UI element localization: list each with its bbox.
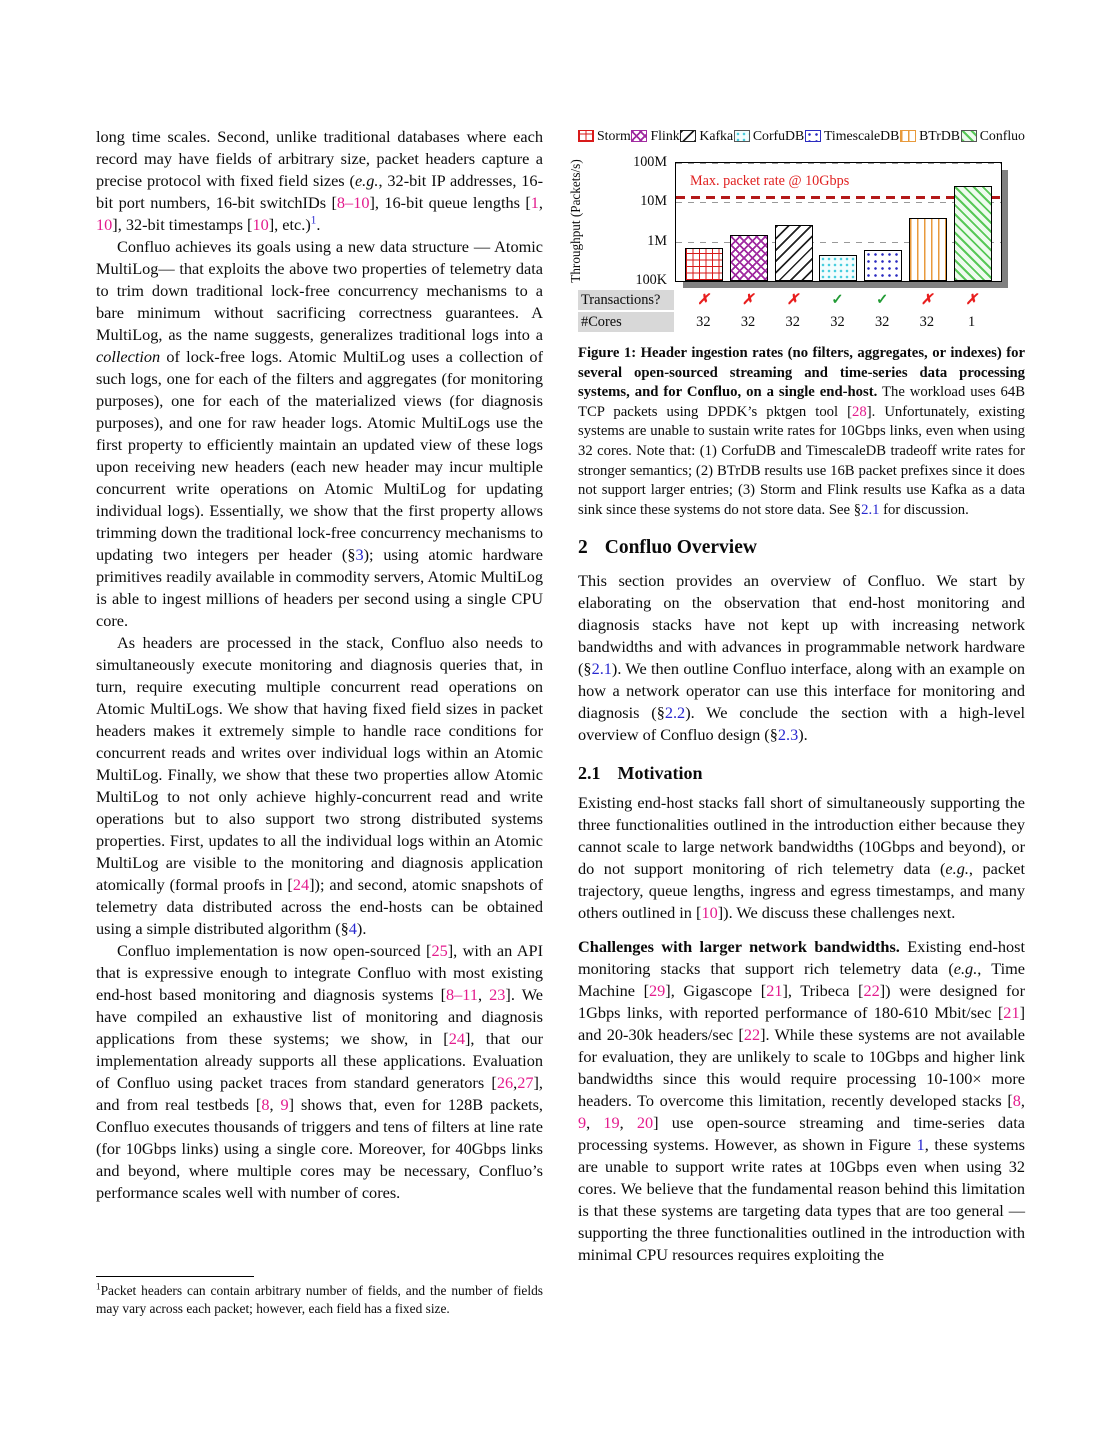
text-run: Confluo implementation is now open-sourced [ xyxy=(117,941,432,960)
text-run: ], with an API that is expressive enough to integrate Confluo with most existing end-host based monitoring and diagnosis systems [ xyxy=(96,941,543,1004)
citation-link[interactable]: 24 xyxy=(292,875,310,894)
cores-row-values xyxy=(675,312,1000,332)
left-column xyxy=(96,126,543,1204)
section-ref-link[interactable]: 2.3 xyxy=(777,725,799,745)
text-run: ], etc.) xyxy=(268,215,311,234)
text-run: collection xyxy=(96,347,161,366)
text-run: ). xyxy=(798,725,808,745)
right-column xyxy=(568,126,1026,1266)
section-ref-link[interactable]: 4 xyxy=(348,919,357,938)
text-run: ] use open-source streaming and time-series data processing systems. However, as shown in Figure xyxy=(578,1113,1026,1155)
citation-link[interactable]: 22 xyxy=(863,981,880,1001)
text-run: ]) were designed for 1Gbps links, with reported performance of 180-610 Mbit/sec [ xyxy=(578,981,1025,1023)
citation-link[interactable]: 8 xyxy=(261,1095,270,1114)
text-run: Existing end-host stacks fall short of simultaneously supporting the three functionalities outlined in the introduction either because they cannot scale to large network bandwidths (10Gbps and beyond), or do not support monitoring of rich telemetry data ( xyxy=(578,793,1025,879)
text-run: ]. While these systems are not available for evaluation, they are unlikely to scale to 10Gbps and higher link bandwidths since this would require processing 10-100× more headers. To overcome this limitation, recently developed stacks [ xyxy=(578,1025,1026,1111)
legend-item-flink xyxy=(631,128,679,143)
bar-storm xyxy=(685,248,723,281)
text-run: Confluo achieves its goals using a new data structure — Atomic MultiLog— that exploits the above two properties of telemetry data to trim down traditional lock-free concurrency mechanisms to a bare minimum without sacrificing correctness guarantees. A MultiLog, as the name suggests, generalizes traditional logs into a xyxy=(96,237,543,344)
text-run: ] shows that, even for 128B packets, Confluo executes thousands of triggers and tens of filters at line rate (for 10Gbps links) using a single core. Moreover, for 40Gbps links and beyond, where multiple cores may be necessary, Confluo’s performance scales well with number of cores. xyxy=(96,1095,543,1202)
legend-item-storm xyxy=(578,128,631,143)
legend-swatch-flink xyxy=(631,130,647,142)
cross-mark: ✗ xyxy=(920,292,933,308)
paragraph xyxy=(578,570,1025,746)
citation-link[interactable]: 19 xyxy=(603,1113,620,1133)
text-run: , 32-bit IP addresses, 16-bit port numbers, 16-bit switchIDs [ xyxy=(96,171,543,212)
footnote xyxy=(96,1276,543,1318)
text-run: e.g. xyxy=(354,171,379,190)
text-run: ]); and second, atomic snapshots of telemetry data distributed across the end-hosts can be obtained using a simple distributed algorithm (§ xyxy=(96,875,543,938)
transactions-row xyxy=(578,290,1008,310)
citation-link[interactable]: 20 xyxy=(636,1113,654,1133)
figure1-chart xyxy=(568,126,1025,336)
paragraph xyxy=(578,936,1025,1266)
text-run: 1 xyxy=(96,1281,101,1292)
section-ref-link[interactable]: 3 xyxy=(355,545,364,564)
text-run: ]. Unfortunately, existing systems are unable to sustain write rates for 10Gbps links, even when using 32 cores. Note that: (1) CorfuDB and TimescaleDB tradeoff write rates for stronger semantics; (2) BTrDB results use 16B packet prefixes since it does not support larger entries; (3) Storm and Flink results use Kafka as a data sink since these systems do not store data. See § xyxy=(578,403,1025,518)
text-run: Figure 1: Header ingestion rates (no filters, aggregates, or indexes) for several open-sourced streaming and time-series data processing systems, and for Confluo, on a single end-host. xyxy=(578,345,1025,401)
text-run: , packet trajectory, queue lengths, ingress and egress timestamps, and many others outlined in [ xyxy=(578,859,1026,923)
cores-value: 32 xyxy=(696,314,711,330)
cores-value: 32 xyxy=(740,314,756,330)
bar-kafka xyxy=(775,225,813,281)
text-run: ); using atomic hardware primitives readily available in commodity servers, Atomic MultiLog is able to ingest millions of headers per second using a single CPU core. xyxy=(96,545,543,630)
citation-link[interactable]: 10 xyxy=(96,215,113,234)
cores-value: 32 xyxy=(830,314,845,330)
legend-swatch-timescaledb xyxy=(805,130,821,142)
bar-corfudb xyxy=(819,255,857,281)
text-run: e.g. xyxy=(945,859,969,879)
citation-link[interactable]: 21 xyxy=(1003,1003,1020,1023)
max-packet-rate-label: Max. packet rate @ 10Gbps xyxy=(690,173,850,189)
cores-row xyxy=(578,312,1008,332)
text-run: . xyxy=(316,215,321,234)
citation-link[interactable]: 25 xyxy=(431,941,448,960)
figure1-plot xyxy=(675,162,1002,282)
text-run: long time scales. Second, unlike traditional databases where each record may have fields of arbitrary size, packet headers capture a precise protocol with fixed field sizes ( xyxy=(96,127,543,190)
section-ref-link[interactable]: 2.1 xyxy=(861,501,880,518)
cores-value: 32 xyxy=(785,314,800,330)
text-run: Packet headers can contain arbitrary number of fields, and the number of fields may vary across each packet; however, each field has a fixed size. xyxy=(96,1283,543,1316)
text-run: , xyxy=(1020,1091,1025,1111)
legend-label: BTrDB xyxy=(919,128,960,143)
paragraph xyxy=(578,792,1025,924)
legend-label: Confluo xyxy=(979,128,1025,143)
cores-value: 1 xyxy=(967,314,976,330)
section-ref-link[interactable]: 2.2 xyxy=(664,703,686,723)
legend-label: CorfuDB xyxy=(752,128,805,143)
figure1-legend xyxy=(578,128,1025,143)
text-run: , xyxy=(586,1113,604,1133)
paragraph xyxy=(96,126,543,236)
section-number: 2.1 xyxy=(578,763,601,784)
paragraph xyxy=(96,940,543,1204)
text-run: ). We conclude the section with a high-level overview of Confluo design (§ xyxy=(578,703,1026,745)
footnote-rule xyxy=(96,1276,254,1277)
ytick-100K: 100K xyxy=(635,272,667,288)
citation-link[interactable]: 22 xyxy=(743,1025,761,1045)
legend-label: Kafka xyxy=(699,128,734,143)
citation-link[interactable]: 10 xyxy=(701,903,718,923)
text-run: , xyxy=(477,985,490,1004)
citation-link[interactable]: 26 xyxy=(496,1073,514,1092)
cross-mark: ✗ xyxy=(742,292,755,308)
text-run: , xyxy=(513,1073,518,1092)
text-run: ). We then outline Confluo interface, along with an example on how a network operator can use this interface for monitoring and diagnosis (§ xyxy=(578,659,1025,723)
section-ref-link[interactable]: 2.1 xyxy=(591,659,612,679)
section-number: 2 xyxy=(578,537,588,559)
text-run: , Time Machine [ xyxy=(578,959,1025,1001)
legend-swatch-btrdb xyxy=(900,130,916,142)
check-mark: ✓ xyxy=(876,292,889,308)
citation-link[interactable]: 23 xyxy=(489,985,506,1004)
figure1-bars xyxy=(676,163,1001,281)
citation-link[interactable]: 8–11 xyxy=(446,985,478,1004)
legend-item-confluo xyxy=(961,128,1025,143)
cores-value: 32 xyxy=(874,314,890,330)
text-run: ]. We have compiled an exhaustive list of monitoring and diagnosis applications from these systems; we show, in [ xyxy=(96,985,543,1048)
cross-mark: ✗ xyxy=(786,292,799,308)
text-run: ], 32-bit timestamps [ xyxy=(112,215,253,234)
legend-label: Storm xyxy=(597,128,631,143)
legend-item-kafka xyxy=(680,128,733,143)
text-run: ). xyxy=(356,919,367,938)
citation-link[interactable]: 29 xyxy=(649,981,666,1001)
citation-link[interactable]: 27 xyxy=(517,1073,534,1092)
legend-label: Flink xyxy=(650,128,680,143)
citation-link[interactable]: 10 xyxy=(252,215,269,234)
section-title: Confluo Overview xyxy=(604,537,757,559)
section-ref-link[interactable]: 1 xyxy=(310,214,317,227)
bar-btrdb xyxy=(909,218,947,281)
text-run: , xyxy=(619,1113,637,1133)
footnote-text xyxy=(96,1282,543,1318)
text-run: , xyxy=(538,193,543,212)
text-run: Challenges with larger network bandwidths. xyxy=(578,937,900,957)
bar-timescaledb xyxy=(864,250,902,281)
text-run: This section provides an overview of Confluo. We start by elaborating on the observation that end-host monitoring and diagnosis stacks have not kept up with increasing network bandwidths and with advances in programmable network hardware (§ xyxy=(578,571,1025,679)
ytick-10M: 10M xyxy=(640,193,667,210)
text-run: The workload uses 64B TCP packets using DPDK’s pktgen tool [ xyxy=(578,384,1025,420)
section-ref-link[interactable]: 1 xyxy=(916,1135,925,1155)
transactions-row-values xyxy=(675,290,1000,310)
citation-link[interactable]: 9 xyxy=(280,1095,289,1114)
transactions-row-label: Transactions? xyxy=(578,290,674,310)
bar-confluo xyxy=(954,186,992,281)
citation-link[interactable]: 8 xyxy=(1012,1091,1021,1111)
cores-row-label: #Cores xyxy=(578,312,674,332)
text-run: ], and from real testbeds [ xyxy=(96,1073,543,1114)
legend-swatch-corfudb xyxy=(734,130,750,142)
legend-swatch-storm xyxy=(578,130,594,142)
cross-mark: ✗ xyxy=(697,292,710,308)
text-run: , xyxy=(269,1095,281,1114)
citation-link[interactable]: 21 xyxy=(766,981,783,1001)
section-2-1-heading xyxy=(578,762,1025,784)
legend-swatch-confluo xyxy=(961,130,977,142)
text-run: ]). We discuss these challenges next. xyxy=(717,903,956,923)
cores-value: 32 xyxy=(919,314,935,330)
figure1-caption xyxy=(578,344,1025,520)
cross-mark: ✗ xyxy=(965,292,978,308)
text-run: ], Tribeca [ xyxy=(782,981,864,1001)
legend-item-corfudb xyxy=(734,128,804,143)
legend-item-btrdb xyxy=(900,128,960,143)
citation-link[interactable]: 24 xyxy=(448,1029,465,1048)
bar-flink xyxy=(730,235,768,281)
figure1-y-axis-label: Throughput (Packets/s) xyxy=(568,159,583,283)
legend-swatch-kafka xyxy=(680,130,696,142)
paragraph xyxy=(96,236,543,632)
text-run: , these systems are unable to support write rates at 10Gbps even when using 32 cores. We believe that the fundamental reason behind this limitation is that these systems are targeting data types that are too general — supporting the three functionalities outlined in the introduction with minimal CPU resources requires exploiting the xyxy=(578,1135,1025,1265)
citation-link[interactable]: 28 xyxy=(852,403,867,420)
citation-link[interactable]: 8–10 xyxy=(336,193,370,212)
citation-link[interactable]: 1 xyxy=(530,193,539,212)
text-run: of lock-free logs. Atomic MultiLog uses a collection of such logs, one for each of the filters and aggregates (for monitoring purposes), one for each of the materialized views (for diagnosis purposes), and one for raw header logs. Atomic MultiLogs use the first property to efficiently maintain an updated view of these logs upon receiving new headers (each new header may incur multiple concurrent write operations on Atomic MultiLog for updating individual logs). Essentially, we show that the first property allows trimming down the traditional lock-free concurrency mechanisms to updating two integers per header (§ xyxy=(96,347,543,564)
ytick-1M: 1M xyxy=(647,232,667,249)
text-run: Existing end-host monitoring stacks that support rich telemetry data ( xyxy=(578,937,1026,979)
ytick-100M: 100M xyxy=(633,154,667,170)
text-run: ], that our implementation already supports all these applications. Evaluation of Confluo using packet traces from standard generators [ xyxy=(96,1029,544,1092)
text-run: ], Gigascope [ xyxy=(665,981,767,1001)
legend-label: TimescaleDB xyxy=(823,128,900,143)
section-title: Motivation xyxy=(617,763,703,784)
check-mark: ✓ xyxy=(831,292,844,308)
citation-link[interactable]: 9 xyxy=(578,1113,587,1133)
text-run: ] and 20-30k headers/sec [ xyxy=(578,1003,1025,1045)
text-run: ], 16-bit queue lengths [ xyxy=(369,193,531,212)
text-run: for discussion. xyxy=(879,501,969,518)
paragraph xyxy=(96,632,543,940)
text-run: e.g. xyxy=(953,959,978,979)
text-run: As headers are processed in the stack, Confluo also needs to simultaneously execute monitoring and diagnosis queries that, in turn, require executing multiple concurrent read operations on Atomic MultiLogs. We show that having fixed field sizes in packet headers makes it extremely simple to handle race conditions for concurrent reads and writes over individual logs within an Atomic MultiLog. Finally, we show that these two properties allow Atomic MultiLog to not only achieve highly-concurrent read and write operations but to also support two strong distributed systems properties. First, updates to all the individual logs within an Atomic MultiLog are visible to the monitoring and diagnosis application atomically (formal proofs in [ xyxy=(96,633,543,894)
section-2-heading xyxy=(578,536,1025,560)
legend-item-timescaledb xyxy=(805,128,899,143)
